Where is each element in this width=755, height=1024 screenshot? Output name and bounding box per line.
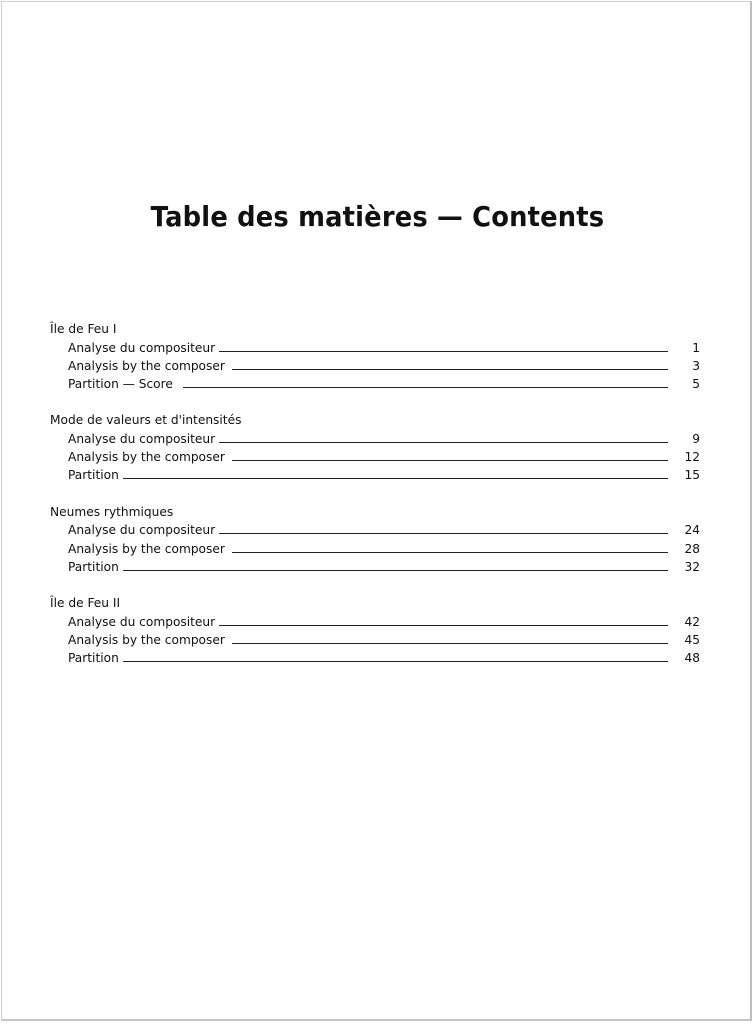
toc-entry[interactable]: [50, 521, 700, 539]
toc-entry[interactable]: [50, 357, 700, 375]
page-number: 24: [684, 523, 700, 538]
page-title: Table des matières — Contents: [150, 200, 605, 233]
toc-entry[interactable]: [50, 339, 700, 357]
entry-label: Analyse du compositeur: [68, 431, 216, 446]
leader-line: [183, 376, 668, 388]
toc-section: [50, 411, 700, 484]
toc-entry[interactable]: [50, 558, 700, 576]
toc-section: [50, 594, 700, 667]
toc-entry[interactable]: [50, 466, 700, 484]
page-number: 9: [692, 431, 700, 446]
toc-section: [50, 320, 700, 393]
entry-label: Analysis by the composer: [68, 632, 225, 647]
leader-line: [232, 541, 668, 553]
toc-entry[interactable]: [50, 649, 700, 667]
section-title: Île de Feu II: [50, 596, 121, 611]
entry-label: Analysis by the composer: [68, 541, 225, 556]
section-title: Île de Feu I: [50, 322, 117, 336]
leader-line: [123, 467, 668, 479]
entry-label: Partition — Score: [68, 377, 173, 392]
page-number: 48: [684, 651, 700, 666]
leader-line: [123, 650, 668, 662]
leader-line: [219, 340, 668, 352]
entry-label: Partition: [68, 468, 119, 483]
entry-label: Analysis by the composer: [68, 358, 225, 373]
leader-line: [219, 522, 668, 534]
entry-label: Analyse du compositeur: [68, 340, 216, 355]
leader-line: [219, 614, 668, 626]
entry-label: Analysis by the composer: [68, 450, 225, 465]
page-number: 15: [684, 468, 700, 483]
toc-entry[interactable]: [50, 540, 700, 558]
leader-line: [232, 358, 668, 370]
page-number: 42: [684, 614, 700, 629]
page-number: 12: [684, 450, 700, 465]
table-of-contents: [50, 320, 700, 686]
leader-line: [232, 632, 668, 644]
section-title: Mode de valeurs et d'intensités: [50, 413, 242, 428]
toc-entry[interactable]: [50, 448, 700, 466]
page-number: 28: [684, 541, 700, 556]
toc-entry[interactable]: [50, 375, 700, 393]
toc-entry[interactable]: [50, 631, 700, 649]
entry-label: Partition: [68, 559, 119, 574]
page-number: 45: [684, 632, 700, 647]
leader-line: [123, 559, 668, 571]
page-number: 1: [692, 340, 700, 355]
entry-label: Partition: [68, 651, 119, 666]
section-title: Neumes rythmiques: [50, 504, 174, 519]
leader-line: [232, 449, 668, 461]
entry-label: Analyse du compositeur: [68, 614, 216, 629]
entry-label: Analyse du compositeur: [68, 523, 216, 538]
page-number: 32: [684, 559, 700, 574]
toc-entry[interactable]: [50, 430, 700, 448]
page-number: 5: [692, 377, 700, 392]
toc-section: [50, 503, 700, 576]
toc-entry[interactable]: [50, 613, 700, 631]
leader-line: [219, 431, 668, 443]
page-number: 3: [692, 358, 700, 373]
